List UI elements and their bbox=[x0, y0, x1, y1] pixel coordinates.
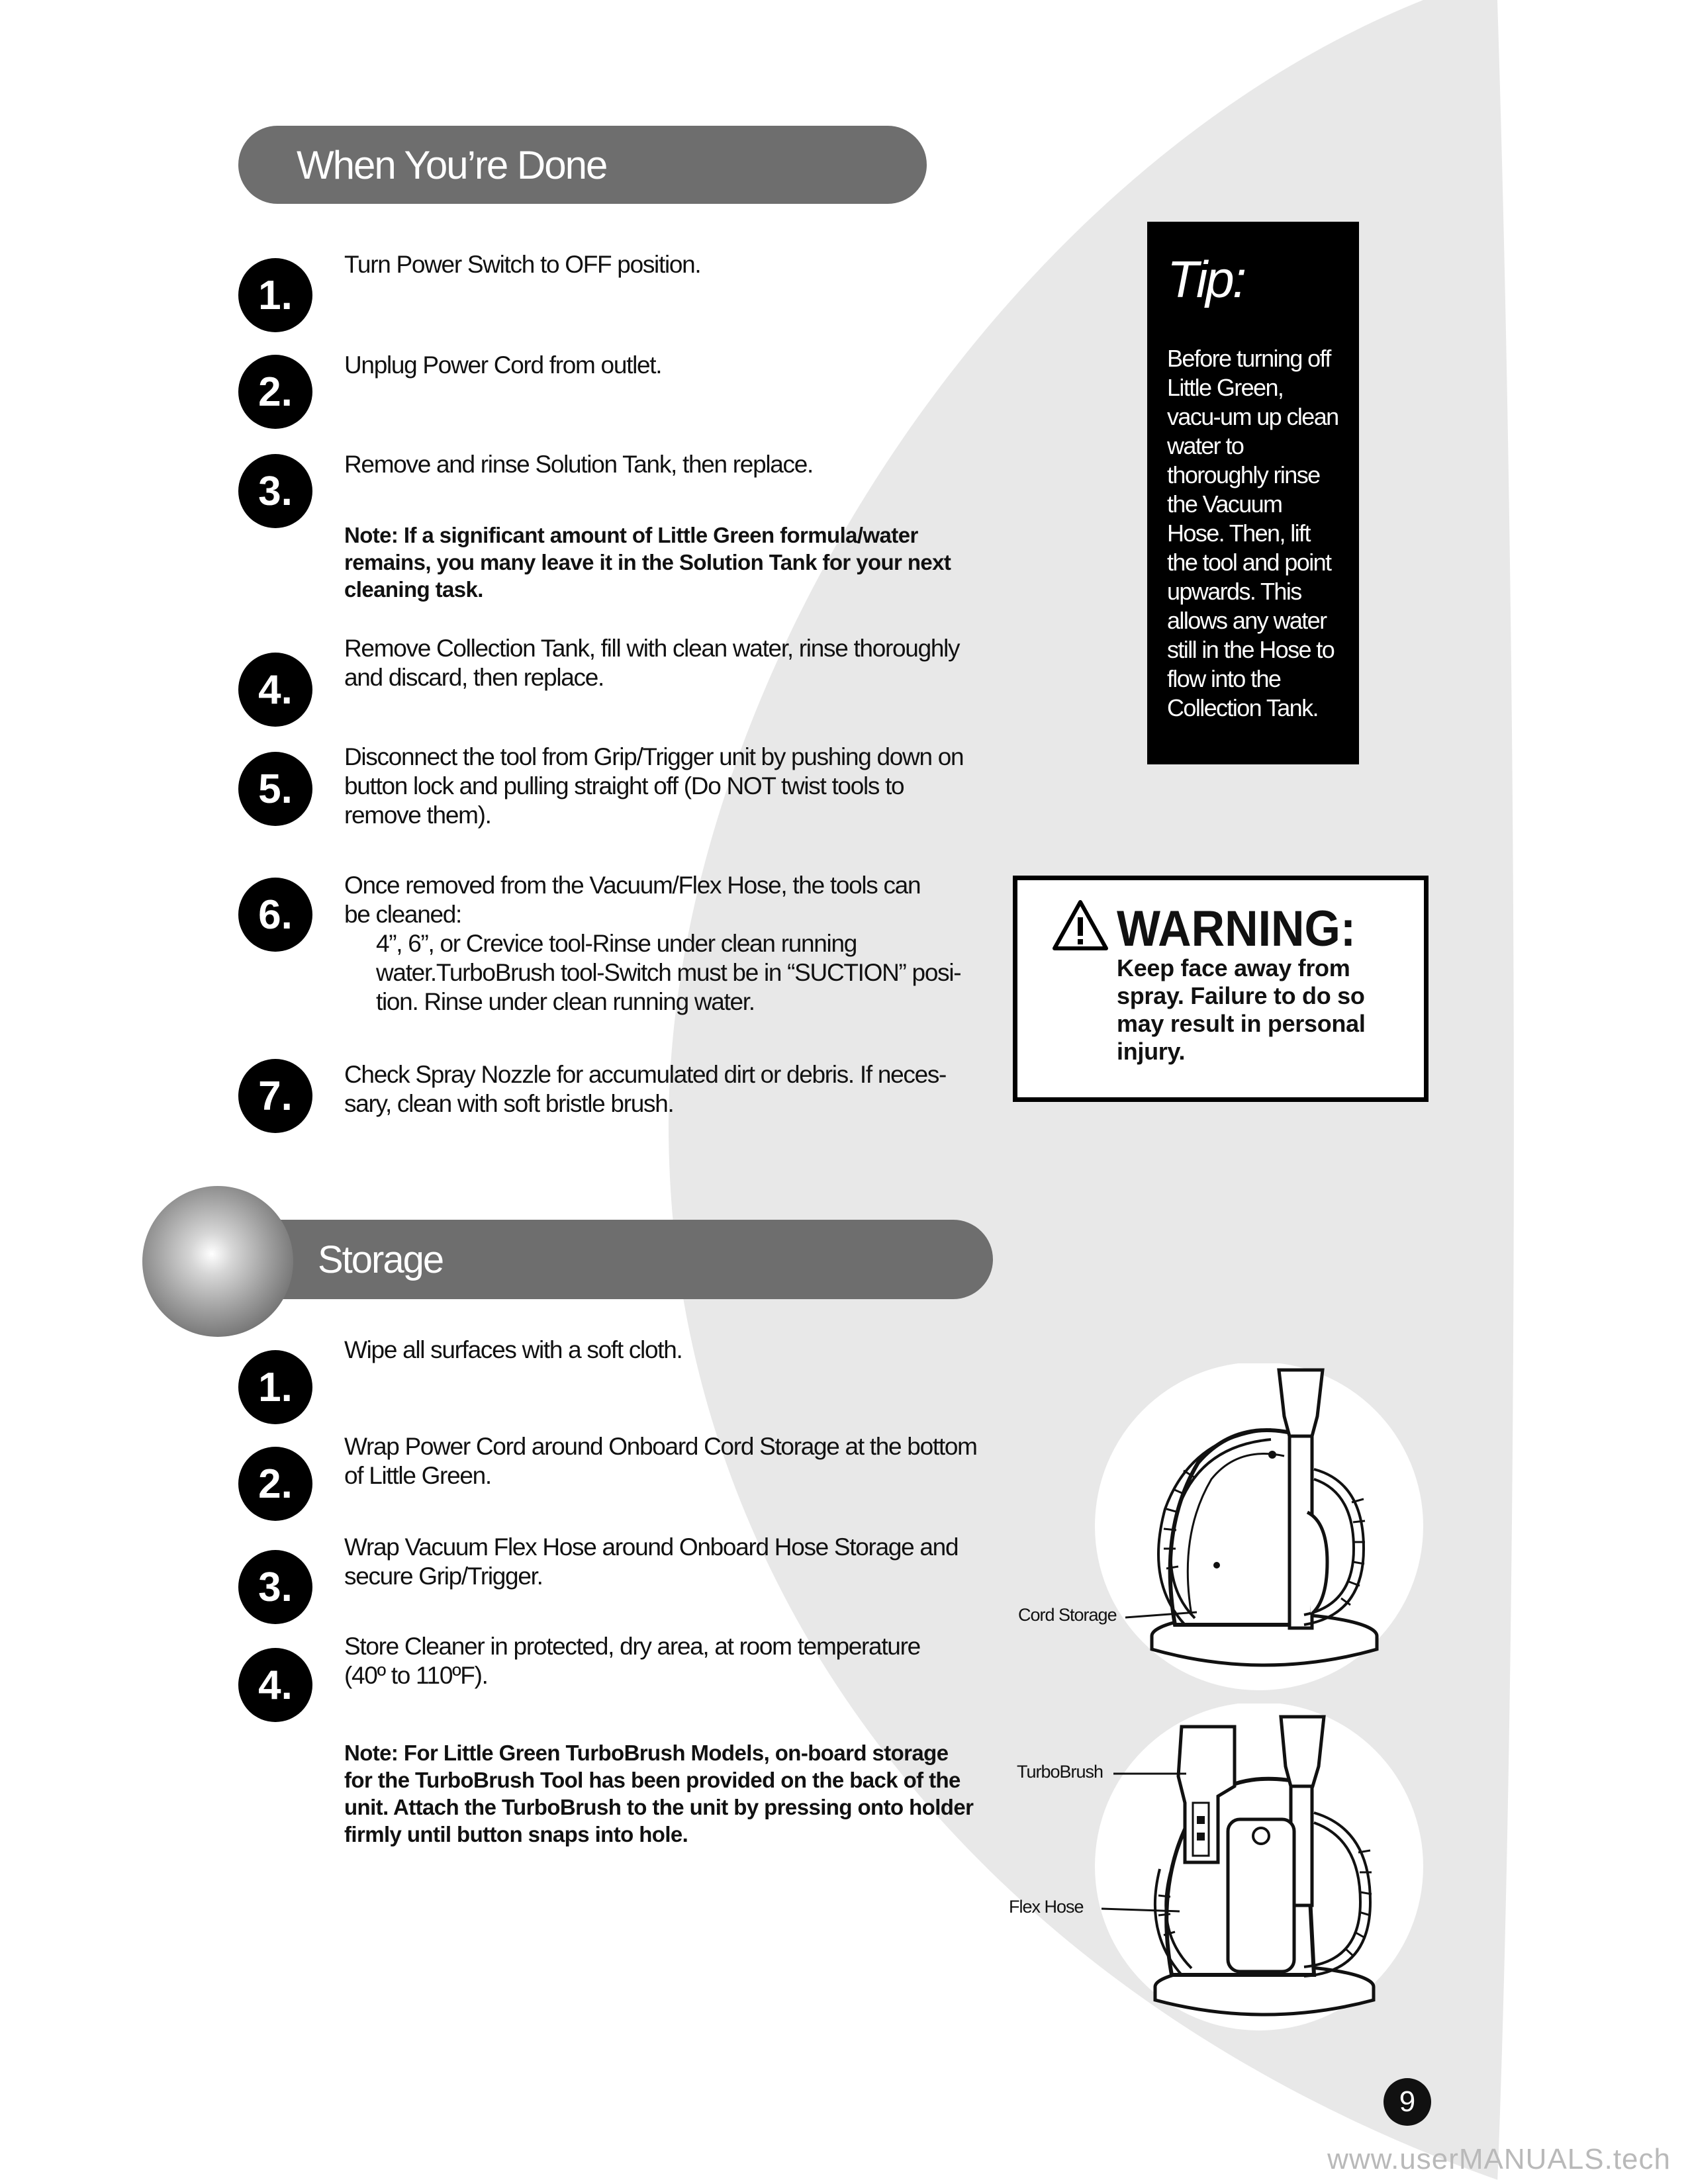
step-note: Note: For Little Green TurboBrush Models, on-board storage for the TurboBrush Tool has been provided on the back of the unit. Attach the TurboBrush to the unit by pressing onto holder firmly until button snaps into hole. bbox=[344, 1741, 974, 1846]
step-sub-text: 4”, 6”, or Crevice tool-Rinse under clean running water.TurboBrush tool-Switch must be in “SUCTION” posi-tion. Rinse under clean running water. bbox=[376, 930, 961, 1015]
callout-flex-hose: Flex Hose bbox=[1009, 1897, 1084, 1917]
watermark: www.userMANUALS.tech bbox=[1327, 2143, 1671, 2175]
step-number-badge: 3. bbox=[238, 1550, 312, 1624]
callout-turbobrush: TurboBrush bbox=[1017, 1762, 1103, 1782]
step-number-badge: 1. bbox=[238, 258, 312, 332]
step-text: Check Spray Nozzle for accumulated dirt or debris. If neces- sary, clean with soft bristle brush. bbox=[344, 1061, 947, 1117]
tip-body: Before turning off Little Green, vacu-um up clean water to thoroughly rinse the Vacuum Hose. Then, lift the tool and point upwards. This allows any water still in the Hose to flow into the Collection Tank. bbox=[1167, 345, 1338, 721]
step-text: Store Cleaner in protected, dry area, at room temperature (40º to 110ºF). bbox=[344, 1633, 920, 1689]
cleaner-illustration-cord-storage bbox=[1086, 1363, 1436, 1694]
warning-triangle-icon bbox=[1052, 899, 1109, 952]
step-text: Remove and rinse Solution Tank, then replace. bbox=[344, 451, 814, 478]
page-number: 9 bbox=[1383, 2078, 1431, 2126]
step-text: Wrap Power Cord around Onboard Cord Storage at the bottom of Little Green. bbox=[344, 1433, 977, 1489]
step-number-badge: 4. bbox=[238, 653, 312, 727]
section-header-when-youre-done bbox=[238, 126, 927, 204]
tip-box bbox=[1147, 222, 1359, 764]
step-number-badge: 4. bbox=[238, 1648, 312, 1722]
callout-cord-storage: Cord Storage bbox=[1018, 1605, 1117, 1625]
step-note: Note: If a significant amount of Little Green formula/water remains, you many leave it in the Solution Tank for your next cleaning task. bbox=[344, 523, 951, 602]
step-text: Unplug Power Cord from outlet. bbox=[344, 351, 662, 379]
tip-title: Tip: bbox=[1167, 250, 1245, 308]
callout-line bbox=[1125, 1608, 1198, 1628]
step-number-badge: 2. bbox=[238, 355, 312, 429]
section-title: When You’re Done bbox=[297, 142, 607, 187]
cleaner-illustration-turbobrush bbox=[1086, 1704, 1436, 2034]
step-text: Turn Power Switch to OFF position. bbox=[344, 251, 701, 278]
step-number-badge: 2. bbox=[238, 1447, 312, 1521]
callout-line bbox=[1113, 1768, 1188, 1782]
step-number-badge: 7. bbox=[238, 1059, 312, 1133]
step-text: Wrap Vacuum Flex Hose around Onboard Hose Storage and secure Grip/Trigger. bbox=[344, 1533, 959, 1590]
step-number-badge: 1. bbox=[238, 1350, 312, 1424]
warning-text: Keep face away from spray. Failure to do so may result in personal injury. bbox=[1117, 954, 1366, 1065]
step-text: Disconnect the tool from Grip/Trigger unit by pushing down on button lock and pulling straight off (Do NOT twist tools to remove them). bbox=[344, 743, 964, 829]
step-text: Remove Collection Tank, fill with clean water, rinse thoroughly and discard, then replace. bbox=[344, 635, 960, 691]
step-text: Wipe all surfaces with a soft cloth. bbox=[344, 1336, 682, 1363]
decorative-sphere bbox=[142, 1186, 293, 1337]
section-title: Storage bbox=[318, 1238, 444, 1281]
warning-title: WARNING: bbox=[1117, 901, 1356, 957]
callout-line bbox=[1102, 1898, 1181, 1925]
step-number-badge: 3. bbox=[238, 454, 312, 528]
warning-box bbox=[1013, 876, 1429, 1102]
section-header-storage bbox=[199, 1220, 993, 1299]
step-number-badge: 6. bbox=[238, 878, 312, 952]
step-text: Once removed from the Vacuum/Flex Hose, the tools can be cleaned: bbox=[344, 872, 921, 928]
step-number-badge: 5. bbox=[238, 752, 312, 826]
